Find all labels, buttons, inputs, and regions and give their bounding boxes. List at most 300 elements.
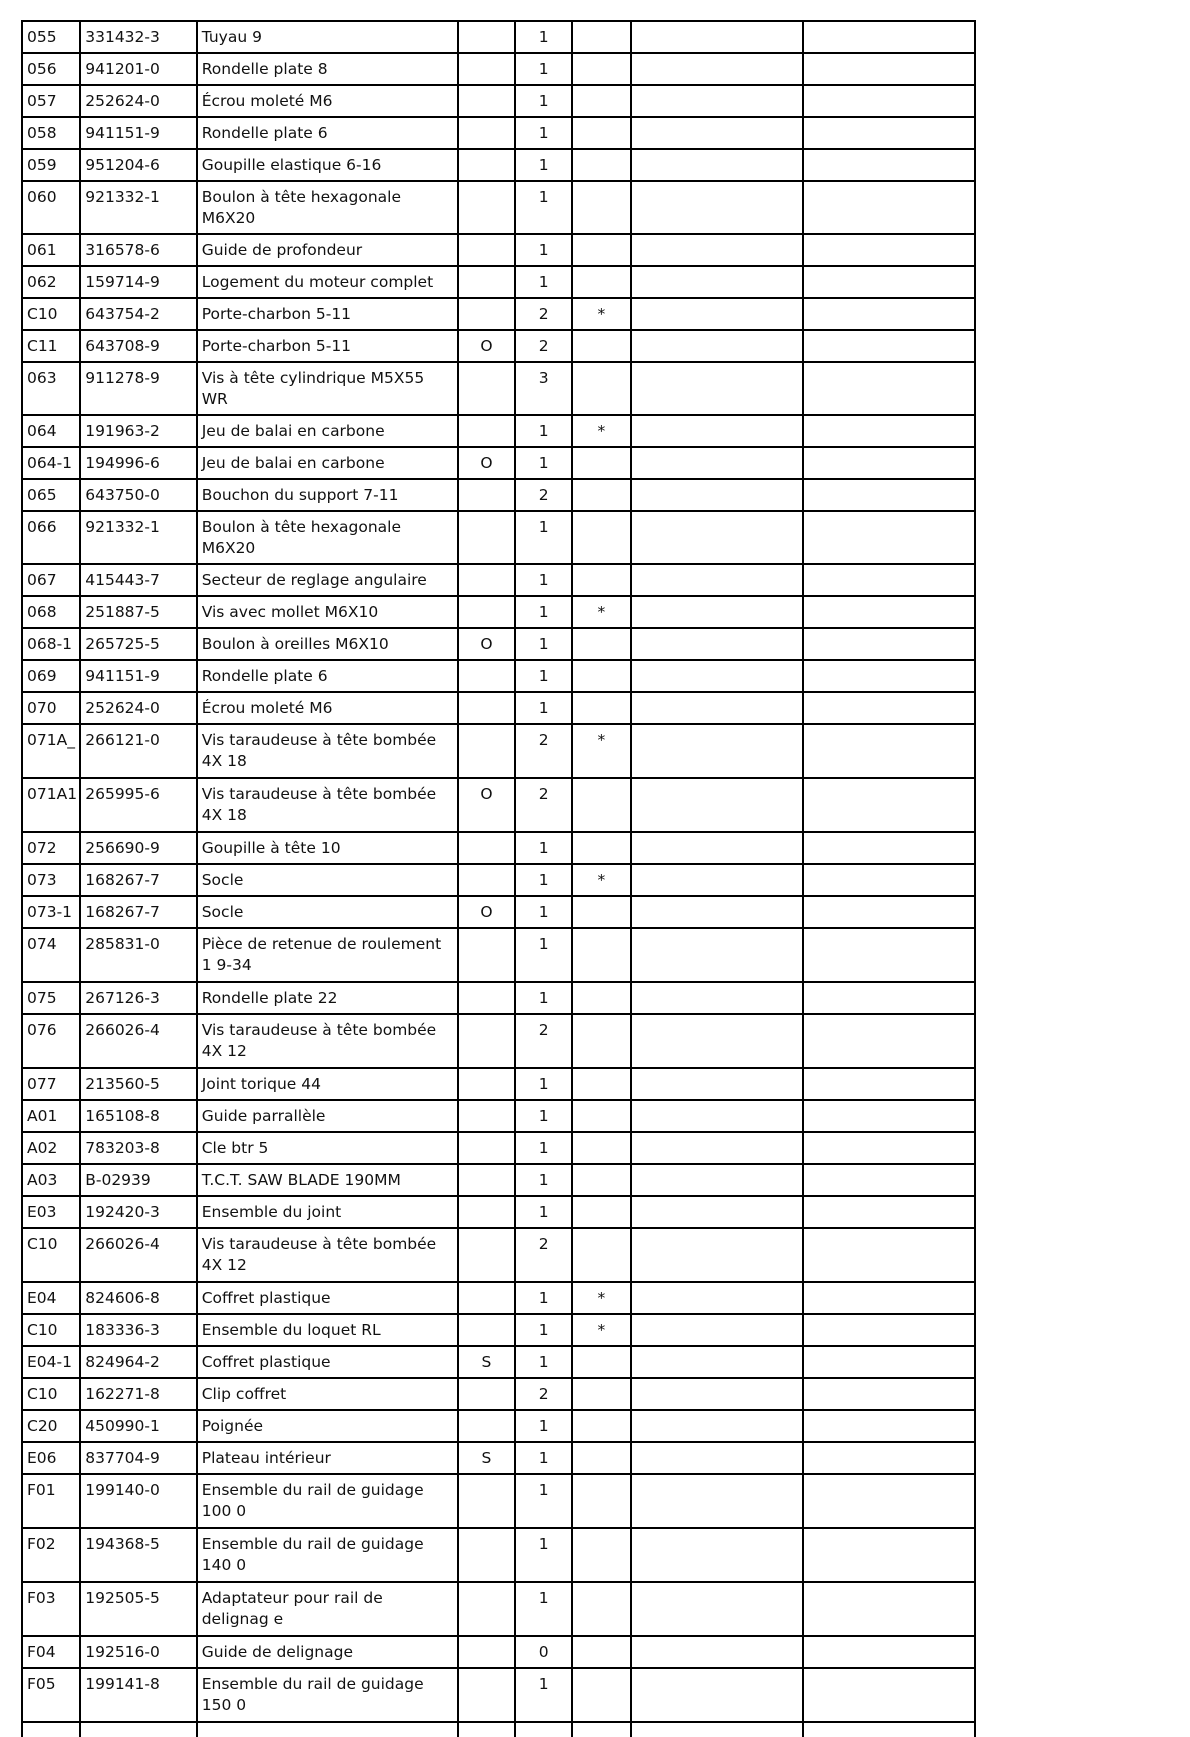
item-number-cell: 068-1 bbox=[22, 628, 80, 660]
flag-cell bbox=[458, 1282, 515, 1314]
description-cell: Goupille à tête 10 bbox=[197, 832, 458, 864]
empty-cell-1 bbox=[631, 298, 804, 330]
item-number-cell: F05 bbox=[22, 1668, 80, 1722]
quantity-cell: 1 bbox=[515, 447, 572, 479]
table-row bbox=[22, 692, 975, 724]
quantity-cell: 1 bbox=[515, 85, 572, 117]
empty-cell-1 bbox=[631, 511, 804, 564]
description-cell: Adaptateur pour rail de delignag e bbox=[197, 1582, 458, 1636]
empty-cell-1 bbox=[631, 1196, 804, 1228]
flag-cell bbox=[458, 479, 515, 511]
flag-cell bbox=[458, 596, 515, 628]
item-number-cell: 058 bbox=[22, 117, 80, 149]
part-number-cell: 199141-8 bbox=[80, 1668, 196, 1722]
empty-cell-2 bbox=[803, 511, 975, 564]
item-number-cell: A01 bbox=[22, 1100, 80, 1132]
empty-cell-1 bbox=[631, 362, 804, 415]
item-number-cell: 056 bbox=[22, 53, 80, 85]
note-cell bbox=[572, 1410, 630, 1442]
table-row bbox=[22, 1378, 975, 1410]
quantity-cell: 3 bbox=[515, 362, 572, 415]
empty-cell-2 bbox=[803, 1346, 975, 1378]
part-number-cell: 213560-5 bbox=[80, 1068, 196, 1100]
flag-cell bbox=[458, 266, 515, 298]
quantity-cell: 1 bbox=[515, 1442, 572, 1474]
empty-cell bbox=[572, 1722, 630, 1737]
item-number-cell: 077 bbox=[22, 1068, 80, 1100]
note-cell bbox=[572, 1346, 630, 1378]
quantity-cell: 2 bbox=[515, 1228, 572, 1282]
empty-cell-2 bbox=[803, 362, 975, 415]
description-cell: Écrou moleté M6 bbox=[197, 692, 458, 724]
part-number-cell: 267126-3 bbox=[80, 982, 196, 1014]
item-number-cell: C11 bbox=[22, 330, 80, 362]
item-number-cell: E04-1 bbox=[22, 1346, 80, 1378]
note-cell bbox=[572, 982, 630, 1014]
flag-cell bbox=[458, 298, 515, 330]
flag-cell: O bbox=[458, 778, 515, 832]
flag-cell bbox=[458, 982, 515, 1014]
flag-cell bbox=[458, 1378, 515, 1410]
table-row bbox=[22, 234, 975, 266]
item-number-cell: 063 bbox=[22, 362, 80, 415]
item-number-cell: 074 bbox=[22, 928, 80, 982]
description-cell: Écrou moleté M6 bbox=[197, 85, 458, 117]
part-number-cell: 265725-5 bbox=[80, 628, 196, 660]
part-number-cell: 285831-0 bbox=[80, 928, 196, 982]
part-number-cell: 266121-0 bbox=[80, 724, 196, 778]
quantity-cell: 1 bbox=[515, 21, 572, 53]
empty-cell-2 bbox=[803, 596, 975, 628]
empty-cell-2 bbox=[803, 53, 975, 85]
quantity-cell: 1 bbox=[515, 1068, 572, 1100]
table-row bbox=[22, 564, 975, 596]
note-cell bbox=[572, 1014, 630, 1068]
empty-cell-1 bbox=[631, 1346, 804, 1378]
part-number-cell: 450990-1 bbox=[80, 1410, 196, 1442]
empty-cell bbox=[80, 1722, 196, 1737]
empty-cell-1 bbox=[631, 1068, 804, 1100]
empty-cell-1 bbox=[631, 1100, 804, 1132]
note-cell: * bbox=[572, 1314, 630, 1346]
description-cell: Ensemble du rail de guidage 150 0 bbox=[197, 1668, 458, 1722]
description-cell: Guide de profondeur bbox=[197, 234, 458, 266]
empty-cell-1 bbox=[631, 330, 804, 362]
item-number-cell: 060 bbox=[22, 181, 80, 234]
empty-cell-2 bbox=[803, 660, 975, 692]
table-row bbox=[22, 415, 975, 447]
item-number-cell: 071A1 bbox=[22, 778, 80, 832]
empty-cell-2 bbox=[803, 479, 975, 511]
quantity-cell: 1 bbox=[515, 1346, 572, 1378]
flag-cell bbox=[458, 85, 515, 117]
item-number-cell: C10 bbox=[22, 298, 80, 330]
item-number-cell: E06 bbox=[22, 1442, 80, 1474]
empty-cell-2 bbox=[803, 1668, 975, 1722]
empty-cell-1 bbox=[631, 415, 804, 447]
description-cell: Tuyau 9 bbox=[197, 21, 458, 53]
note-cell bbox=[572, 1474, 630, 1528]
note-cell bbox=[572, 330, 630, 362]
table-row bbox=[22, 1346, 975, 1378]
empty-cell-1 bbox=[631, 778, 804, 832]
item-number-cell: C20 bbox=[22, 1410, 80, 1442]
part-number-cell: 252624-0 bbox=[80, 85, 196, 117]
item-number-cell: 055 bbox=[22, 21, 80, 53]
empty-cell-2 bbox=[803, 628, 975, 660]
empty-cell-2 bbox=[803, 1164, 975, 1196]
flag-cell bbox=[458, 53, 515, 85]
quantity-cell: 1 bbox=[515, 1282, 572, 1314]
empty-cell-1 bbox=[631, 1014, 804, 1068]
part-number-cell: 415443-7 bbox=[80, 564, 196, 596]
description-cell: Vis à tête cylindrique M5X55 WR bbox=[197, 362, 458, 415]
flag-cell bbox=[458, 1228, 515, 1282]
flag-cell bbox=[458, 234, 515, 266]
note-cell bbox=[572, 266, 630, 298]
empty-cell-2 bbox=[803, 181, 975, 234]
flag-cell bbox=[458, 1014, 515, 1068]
item-number-cell: 062 bbox=[22, 266, 80, 298]
flag-cell bbox=[458, 1314, 515, 1346]
quantity-cell: 1 bbox=[515, 1528, 572, 1582]
note-cell bbox=[572, 692, 630, 724]
flag-cell bbox=[458, 1068, 515, 1100]
quantity-cell: 1 bbox=[515, 896, 572, 928]
empty-cell-2 bbox=[803, 234, 975, 266]
empty-cell-2 bbox=[803, 298, 975, 330]
table-row bbox=[22, 298, 975, 330]
note-cell bbox=[572, 832, 630, 864]
note-cell bbox=[572, 896, 630, 928]
table-row bbox=[22, 1668, 975, 1722]
flag-cell bbox=[458, 864, 515, 896]
note-cell: * bbox=[572, 724, 630, 778]
note-cell bbox=[572, 1196, 630, 1228]
quantity-cell: 1 bbox=[515, 928, 572, 982]
parts-table-body bbox=[22, 21, 975, 1737]
note-cell bbox=[572, 53, 630, 85]
note-cell bbox=[572, 234, 630, 266]
empty-cell-2 bbox=[803, 447, 975, 479]
empty-cell-2 bbox=[803, 1442, 975, 1474]
quantity-cell: 1 bbox=[515, 1196, 572, 1228]
empty-cell-1 bbox=[631, 832, 804, 864]
part-number-cell: 256690-9 bbox=[80, 832, 196, 864]
part-number-cell: 837704-9 bbox=[80, 1442, 196, 1474]
flag-cell: O bbox=[458, 628, 515, 660]
description-cell: Goupille elastique 6-16 bbox=[197, 149, 458, 181]
table-row bbox=[22, 266, 975, 298]
empty-cell-2 bbox=[803, 896, 975, 928]
part-number-cell: 192420-3 bbox=[80, 1196, 196, 1228]
part-number-cell: 824964-2 bbox=[80, 1346, 196, 1378]
item-number-cell: 073-1 bbox=[22, 896, 80, 928]
empty-cell-2 bbox=[803, 1014, 975, 1068]
part-number-cell: B-02939 bbox=[80, 1164, 196, 1196]
flag-cell bbox=[458, 1636, 515, 1668]
note-cell bbox=[572, 1582, 630, 1636]
part-number-cell: 951204-6 bbox=[80, 149, 196, 181]
flag-cell bbox=[458, 149, 515, 181]
quantity-cell: 1 bbox=[515, 596, 572, 628]
table-row bbox=[22, 928, 975, 982]
part-number-cell: 159714-9 bbox=[80, 266, 196, 298]
table-row bbox=[22, 1164, 975, 1196]
description-cell: Rondelle plate 6 bbox=[197, 117, 458, 149]
table-row bbox=[22, 596, 975, 628]
part-number-cell: 643750-0 bbox=[80, 479, 196, 511]
flag-cell bbox=[458, 1474, 515, 1528]
part-number-cell: 941151-9 bbox=[80, 660, 196, 692]
note-cell bbox=[572, 447, 630, 479]
flag-cell: S bbox=[458, 1442, 515, 1474]
description-cell: Secteur de reglage angulaire bbox=[197, 564, 458, 596]
empty-cell-1 bbox=[631, 1378, 804, 1410]
empty-cell-2 bbox=[803, 724, 975, 778]
empty-cell-2 bbox=[803, 330, 975, 362]
description-cell: Clip coffret bbox=[197, 1378, 458, 1410]
quantity-cell: 1 bbox=[515, 1668, 572, 1722]
empty-cell-2 bbox=[803, 149, 975, 181]
note-cell: * bbox=[572, 298, 630, 330]
item-number-cell: 066 bbox=[22, 511, 80, 564]
part-number-cell: 941151-9 bbox=[80, 117, 196, 149]
empty-cell-1 bbox=[631, 1132, 804, 1164]
table-row bbox=[22, 628, 975, 660]
item-number-cell: 067 bbox=[22, 564, 80, 596]
item-number-cell: F02 bbox=[22, 1528, 80, 1582]
empty-cell-1 bbox=[631, 234, 804, 266]
description-cell: Pièce de retenue de roulement 1 9-34 bbox=[197, 928, 458, 982]
quantity-cell: 1 bbox=[515, 864, 572, 896]
empty-cell-1 bbox=[631, 1164, 804, 1196]
flag-cell bbox=[458, 1528, 515, 1582]
empty-cell-1 bbox=[631, 21, 804, 53]
description-cell: Socle bbox=[197, 896, 458, 928]
empty-cell-2 bbox=[803, 1582, 975, 1636]
part-number-cell: 911278-9 bbox=[80, 362, 196, 415]
empty-cell-1 bbox=[631, 864, 804, 896]
note-cell: * bbox=[572, 596, 630, 628]
empty-cell bbox=[803, 1722, 975, 1737]
description-cell: Rondelle plate 6 bbox=[197, 660, 458, 692]
quantity-cell: 1 bbox=[515, 982, 572, 1014]
item-number-cell: F03 bbox=[22, 1582, 80, 1636]
note-cell bbox=[572, 564, 630, 596]
table-row bbox=[22, 479, 975, 511]
item-number-cell: A03 bbox=[22, 1164, 80, 1196]
part-number-cell: 194996-6 bbox=[80, 447, 196, 479]
quantity-cell: 1 bbox=[515, 692, 572, 724]
description-cell: Vis taraudeuse à tête bombée 4X 18 bbox=[197, 778, 458, 832]
quantity-cell: 2 bbox=[515, 724, 572, 778]
description-cell: Socle bbox=[197, 864, 458, 896]
part-number-cell: 251887-5 bbox=[80, 596, 196, 628]
quantity-cell: 1 bbox=[515, 117, 572, 149]
empty-cell-2 bbox=[803, 1410, 975, 1442]
empty-cell-2 bbox=[803, 692, 975, 724]
description-cell: Coffret plastique bbox=[197, 1282, 458, 1314]
empty-cell-1 bbox=[631, 1636, 804, 1668]
empty-cell-1 bbox=[631, 181, 804, 234]
table-row bbox=[22, 1100, 975, 1132]
flag-cell: S bbox=[458, 1346, 515, 1378]
empty-cell-2 bbox=[803, 117, 975, 149]
note-cell bbox=[572, 660, 630, 692]
flag-cell bbox=[458, 117, 515, 149]
description-cell: Porte-charbon 5-11 bbox=[197, 330, 458, 362]
quantity-cell: 1 bbox=[515, 832, 572, 864]
description-cell: Jeu de balai en carbone bbox=[197, 415, 458, 447]
item-number-cell: 064 bbox=[22, 415, 80, 447]
part-number-cell: 165108-8 bbox=[80, 1100, 196, 1132]
flag-cell bbox=[458, 1132, 515, 1164]
description-cell: Bouchon du support 7-11 bbox=[197, 479, 458, 511]
empty-cell-2 bbox=[803, 778, 975, 832]
item-number-cell: 061 bbox=[22, 234, 80, 266]
item-number-cell: E03 bbox=[22, 1196, 80, 1228]
flag-cell bbox=[458, 724, 515, 778]
flag-cell bbox=[458, 1100, 515, 1132]
part-number-cell: 252624-0 bbox=[80, 692, 196, 724]
note-cell bbox=[572, 628, 630, 660]
table-row bbox=[22, 117, 975, 149]
note-cell bbox=[572, 1668, 630, 1722]
table-row bbox=[22, 21, 975, 53]
flag-cell bbox=[458, 832, 515, 864]
table-row bbox=[22, 1196, 975, 1228]
table-row bbox=[22, 778, 975, 832]
note-cell: * bbox=[572, 1282, 630, 1314]
description-cell: Rondelle plate 22 bbox=[197, 982, 458, 1014]
flag-cell bbox=[458, 660, 515, 692]
part-number-cell: 199140-0 bbox=[80, 1474, 196, 1528]
note-cell bbox=[572, 1378, 630, 1410]
empty-cell-1 bbox=[631, 1282, 804, 1314]
part-number-cell: 192505-5 bbox=[80, 1582, 196, 1636]
empty-cell-2 bbox=[803, 1636, 975, 1668]
part-number-cell: 921332-1 bbox=[80, 181, 196, 234]
description-cell: Boulon à oreilles M6X10 bbox=[197, 628, 458, 660]
note-cell bbox=[572, 117, 630, 149]
item-number-cell: 064-1 bbox=[22, 447, 80, 479]
quantity-cell: 1 bbox=[515, 1582, 572, 1636]
part-number-cell: 783203-8 bbox=[80, 1132, 196, 1164]
description-cell: Vis taraudeuse à tête bombée 4X 18 bbox=[197, 724, 458, 778]
item-number-cell: 071A_ bbox=[22, 724, 80, 778]
note-cell bbox=[572, 85, 630, 117]
description-cell: Jeu de balai en carbone bbox=[197, 447, 458, 479]
quantity-cell: 1 bbox=[515, 53, 572, 85]
note-cell bbox=[572, 1164, 630, 1196]
empty-cell-2 bbox=[803, 1528, 975, 1582]
table-row bbox=[22, 1014, 975, 1068]
table-row bbox=[22, 982, 975, 1014]
empty-cell-1 bbox=[631, 1314, 804, 1346]
quantity-cell: 1 bbox=[515, 628, 572, 660]
flag-cell bbox=[458, 362, 515, 415]
quantity-cell: 2 bbox=[515, 298, 572, 330]
table-row bbox=[22, 1228, 975, 1282]
part-number-cell: 191963-2 bbox=[80, 415, 196, 447]
description-cell: Vis taraudeuse à tête bombée 4X 12 bbox=[197, 1228, 458, 1282]
description-cell: Vis taraudeuse à tête bombée 4X 12 bbox=[197, 1014, 458, 1068]
quantity-cell: 2 bbox=[515, 330, 572, 362]
description-cell: Ensemble du rail de guidage 100 0 bbox=[197, 1474, 458, 1528]
quantity-cell: 1 bbox=[515, 660, 572, 692]
table-row bbox=[22, 330, 975, 362]
description-cell: T.C.T. SAW BLADE 190MM bbox=[197, 1164, 458, 1196]
empty-cell-1 bbox=[631, 53, 804, 85]
table-row bbox=[22, 832, 975, 864]
empty-cell bbox=[22, 1722, 80, 1737]
note-cell bbox=[572, 1228, 630, 1282]
table-row bbox=[22, 1528, 975, 1582]
parts-table bbox=[21, 20, 976, 1737]
empty-cell-2 bbox=[803, 982, 975, 1014]
flag-cell bbox=[458, 181, 515, 234]
item-number-cell: 076 bbox=[22, 1014, 80, 1068]
table-row bbox=[22, 362, 975, 415]
empty-cell-1 bbox=[631, 928, 804, 982]
note-cell: * bbox=[572, 864, 630, 896]
quantity-cell: 1 bbox=[515, 1132, 572, 1164]
description-cell: Ensemble du rail de guidage 140 0 bbox=[197, 1528, 458, 1582]
part-number-cell: 941201-0 bbox=[80, 53, 196, 85]
quantity-cell: 1 bbox=[515, 511, 572, 564]
item-number-cell: A02 bbox=[22, 1132, 80, 1164]
item-number-cell: E04 bbox=[22, 1282, 80, 1314]
empty-cell-2 bbox=[803, 1314, 975, 1346]
table-row bbox=[22, 864, 975, 896]
empty-cell-1 bbox=[631, 896, 804, 928]
flag-cell bbox=[458, 1164, 515, 1196]
flag-cell: O bbox=[458, 896, 515, 928]
description-cell: Coffret plastique bbox=[197, 1346, 458, 1378]
item-number-cell: C10 bbox=[22, 1378, 80, 1410]
quantity-cell: 2 bbox=[515, 479, 572, 511]
part-number-cell: 921332-1 bbox=[80, 511, 196, 564]
note-cell bbox=[572, 181, 630, 234]
flag-cell bbox=[458, 415, 515, 447]
note-cell bbox=[572, 928, 630, 982]
empty-cell-2 bbox=[803, 1100, 975, 1132]
empty-cell-2 bbox=[803, 415, 975, 447]
table-row bbox=[22, 447, 975, 479]
table-row bbox=[22, 1442, 975, 1474]
empty-cell-2 bbox=[803, 1378, 975, 1410]
empty-cell-2 bbox=[803, 864, 975, 896]
flag-cell bbox=[458, 1410, 515, 1442]
item-number-cell: 072 bbox=[22, 832, 80, 864]
table-row bbox=[22, 896, 975, 928]
item-number-cell: 075 bbox=[22, 982, 80, 1014]
empty-cell-1 bbox=[631, 692, 804, 724]
description-cell: Boulon à tête hexagonale M6X20 bbox=[197, 511, 458, 564]
description-cell: Poignée bbox=[197, 1410, 458, 1442]
empty-cell-1 bbox=[631, 479, 804, 511]
quantity-cell: 1 bbox=[515, 266, 572, 298]
flag-cell bbox=[458, 511, 515, 564]
part-number-cell: 265995-6 bbox=[80, 778, 196, 832]
item-number-cell: 068 bbox=[22, 596, 80, 628]
empty-cell bbox=[515, 1722, 572, 1737]
empty-cell-2 bbox=[803, 266, 975, 298]
table-row bbox=[22, 85, 975, 117]
item-number-cell: 065 bbox=[22, 479, 80, 511]
empty-cell-2 bbox=[803, 1196, 975, 1228]
